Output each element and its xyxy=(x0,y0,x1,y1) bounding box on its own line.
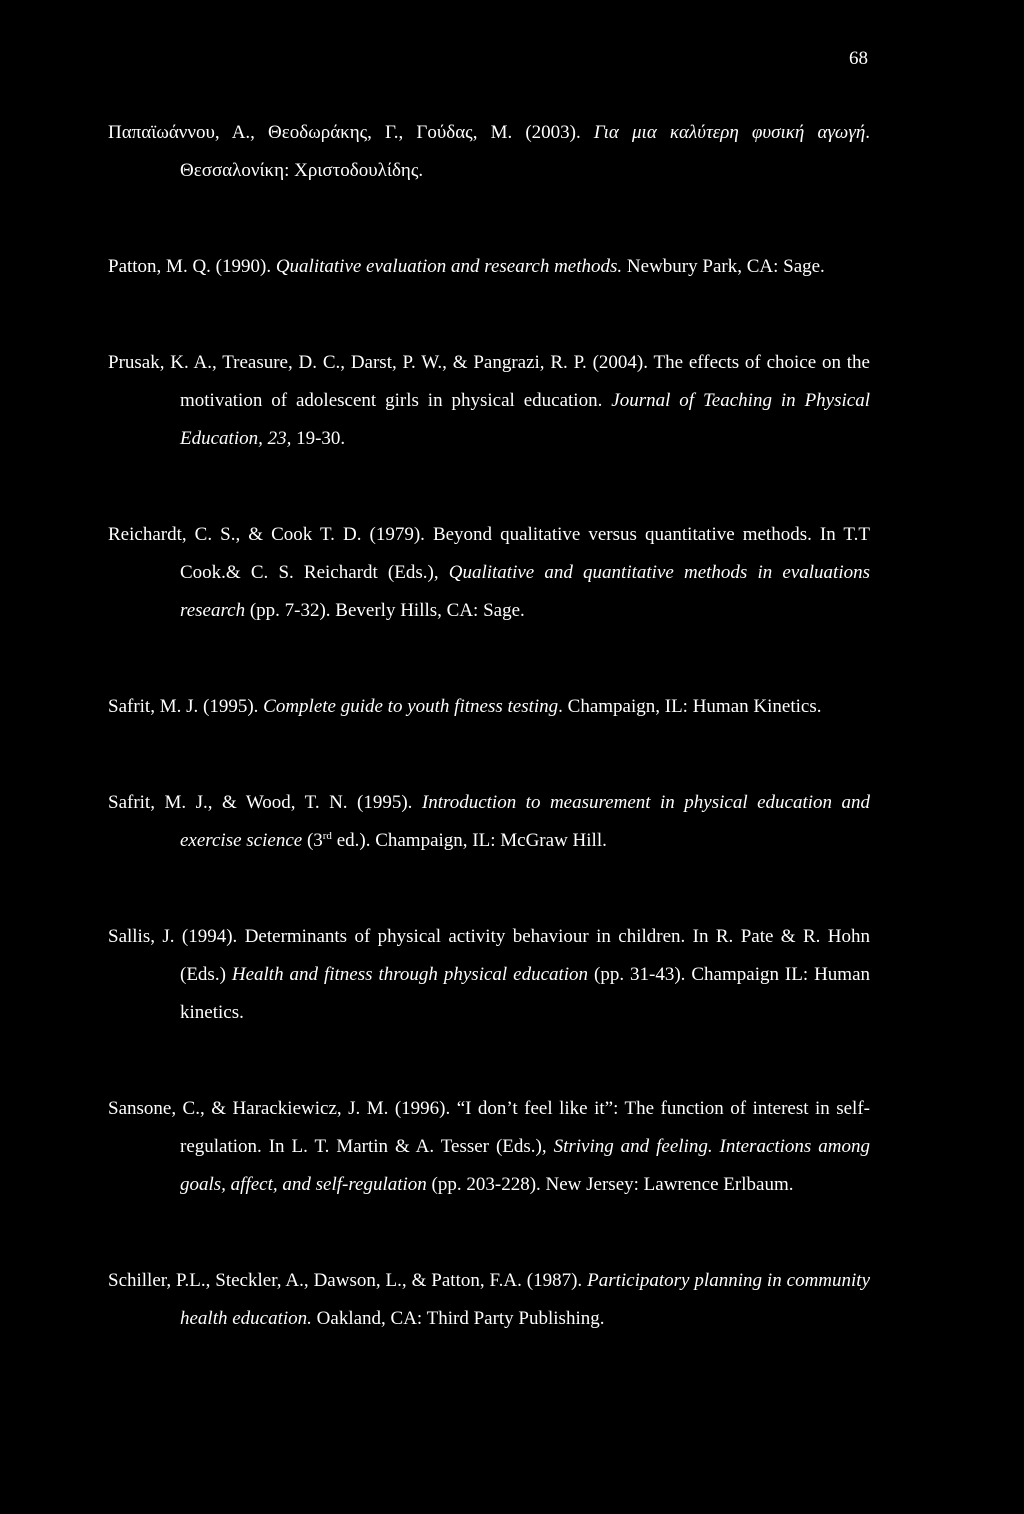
reference-title: Complete guide to youth fitness testing xyxy=(263,696,559,717)
reference-title: Striving and feeling. Interactions among goals, affect, and self-regulation xyxy=(180,1136,870,1195)
reference-text: . Θεσσαλονίκη: Χριστοδουλίδης. xyxy=(180,122,871,181)
reference-title: Qualitative and quantitative methods in evaluations research xyxy=(180,562,870,621)
reference-text: (pp. 203-228). New Jersey: Lawrence Erlbaum. xyxy=(426,1174,794,1195)
reference-title: Journal of Teaching in Physical Education, 23, xyxy=(180,390,870,449)
reference-superscript: rd xyxy=(322,830,332,842)
reference-entry xyxy=(108,344,870,458)
reference-text: Prusak, K. A., Treasure, D. C., Darst, P. W., & Pangrazi, R. P. (2004). The effects of choice on the motivation of adolescent girls in physical education. xyxy=(108,352,870,411)
reference-text: Oakland, CA: Third Party Publishing. xyxy=(311,1308,605,1329)
reference-text: Schiller, P.L., Steckler, A., Dawson, L., & Patton, F.A. (1987). xyxy=(108,1270,588,1291)
reference-text: Reichardt, C. S., & Cook T. D. (1979). Beyond qualitative versus quantitative methods. In T.T Cook.& C. S. Reichardt (Eds.), xyxy=(108,524,870,583)
reference-text: Newbury Park, CA: Sage. xyxy=(622,256,825,277)
reference-text: (3 xyxy=(302,830,323,851)
reference-entry xyxy=(108,1262,870,1338)
reference-text: ed.). Champaign, IL: McGraw Hill. xyxy=(331,830,607,851)
reference-text: (pp. 31-43). Champaign IL: Human kinetics. xyxy=(180,964,871,1023)
reference-entry xyxy=(108,688,870,726)
page-number: 68 xyxy=(849,48,868,69)
reference-title: Qualitative evaluation and research methods. xyxy=(275,256,623,277)
reference-entry xyxy=(108,784,870,860)
reference-entry xyxy=(108,1090,870,1204)
reference-entry xyxy=(108,248,870,286)
reference-text: Sansone, C., & Harackiewicz, J. M. (1996). “I don’t feel like it”: The function of interest in self-regulation. In L. T. Martin & A. Tesser (Eds.), xyxy=(108,1098,870,1157)
reference-title: Participatory planning in community health education. xyxy=(180,1270,871,1329)
reference-title: Introduction to measurement in physical education and exercise science xyxy=(180,792,870,851)
reference-list xyxy=(108,114,870,1338)
reference-title: Health and fitness through physical education xyxy=(231,964,589,985)
reference-entry xyxy=(108,918,870,1032)
reference-text: 19-30. xyxy=(291,428,346,449)
reference-text: Patton, M. Q. (1990). xyxy=(108,256,276,277)
reference-text: Sallis, J. (1994). Determinants of physical activity behaviour in children. In R. Pate & R. Hohn (Eds.) xyxy=(108,926,870,985)
reference-text: . Champaign, IL: Human Kinetics. xyxy=(558,696,822,717)
reference-text: Safrit, M. J., & Wood, T. N. (1995). xyxy=(108,792,422,813)
reference-text: Safrit, M. J. (1995). xyxy=(108,696,264,717)
reference-entry xyxy=(108,516,870,630)
reference-title: Για μια καλύτερη φυσική αγωγή xyxy=(593,122,866,143)
reference-text: (pp. 7-32). Beverly Hills, CA: Sage. xyxy=(245,600,525,621)
reference-entry xyxy=(108,114,870,190)
reference-text: Παπαϊωάννου, Α., Θεοδωράκης, Γ., Γούδας, Μ. (2003). xyxy=(108,122,594,143)
